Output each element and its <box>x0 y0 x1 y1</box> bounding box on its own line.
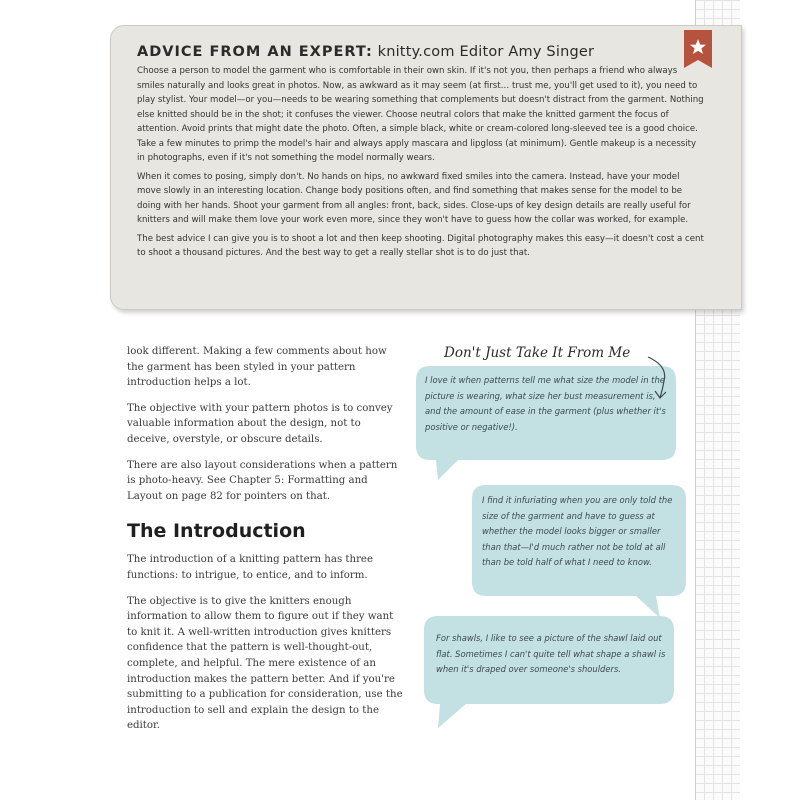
body-paragraph-3: There are also layout considerations when a pattern is photo-heavy. See Chapter 5: Formatting and Layout on page 82 for pointers on that. <box>127 459 398 502</box>
callout-paragraph-1: Choose a person to model the garment who is comfortable in their own skin. If it's not you, then perhaps a friend who always smiles naturally and looks great in photos. Now, as awkward as it may seem (at first… trust me, you'll get used to it), you need to play stylist. Your model—or you—needs to be wearing something that complements but doesn't distract from the garment. Nothing else knitted should be in the shot; it confuses the viewer. Choose neutral colors that make the knitted garment the focus of attention. Avoid prints that might date the photo. Often, a simple black, white or cream-colored long-sleeved tee is a good choice. Take a few minutes to primp the model's hair and always apply mascara and lipgloss (at minimum). Gentle makeup is a necessity in photographs, even if it's not something the model normally wears. <box>137 66 704 163</box>
callout-paragraph-2: When it comes to posing, simply don't. No hands on hips, no awkward fixed smiles into the camera. Instead, have your model move slowly in an interesting location. Change body positions often, and find something that makes sense for the model to be doing with her hands. Shoot your garment from all angles: front, back, sides. Close-ups of key design details are really useful for knitters and will make them love your work even more, since they won't have to guess how the collar was worked, for example. <box>137 171 691 225</box>
body-paragraph-1: look different. Making a few comments about how the garment has been styled in your pattern introduction helps a lot. <box>127 346 387 389</box>
callout-title-lead: ADVICE FROM AN EXPERT: <box>137 44 373 60</box>
sidebar-title: Don't Just Take It From Me <box>444 345 631 361</box>
section-heading: The Introduction <box>127 520 306 543</box>
body-paragraph-5: The objective is to give the knitters enough information to allow them to figure out if they want to knit it. A well-written introduction gives knitters confidence that the pattern is well-thought-out, complete, and helpful. The mere existence of an introduction makes the pattern better. And if you're submitting to a publication for consideration, use the introduction to sell and explain the design to the editor. <box>127 595 403 732</box>
callout-title-rest: knitty.com Editor Amy Singer <box>377 44 595 60</box>
quote-2: I find it infuriating when you are only told the size of the garment and have to guess at whether the model looks bigger or smaller than that—I'd much rather not be told at all than be told half of what I need to know. <box>482 495 673 567</box>
quote-1: I love it when patterns tell me what size the model in the picture is wearing, what size her bust measurement is, and the amount of ease in the garment (plus whether it's positive or negative!). <box>425 375 666 432</box>
body-paragraph-2: The objective with your pattern photos is to convey valuable information about the design, not to deceive, overstyle, or obscure details. <box>127 402 393 445</box>
body-paragraph-4: The introduction of a knitting pattern has three functions: to intrigue, to entice, and to inform. <box>127 554 373 581</box>
quote-3: For shawls, I like to see a picture of the shawl laid out flat. Sometimes I can't quite tell what shape a shawl is when it's draped over someone's shoulders. <box>436 633 666 674</box>
callout-paragraph-3: The best advice I can give you is to shoot a lot and then keep shooting. Digital photography makes this easy—it doesn't cost a cent to shoot a thousand pictures. And the best way to get a really stellar shot is to do just that. <box>137 233 704 258</box>
